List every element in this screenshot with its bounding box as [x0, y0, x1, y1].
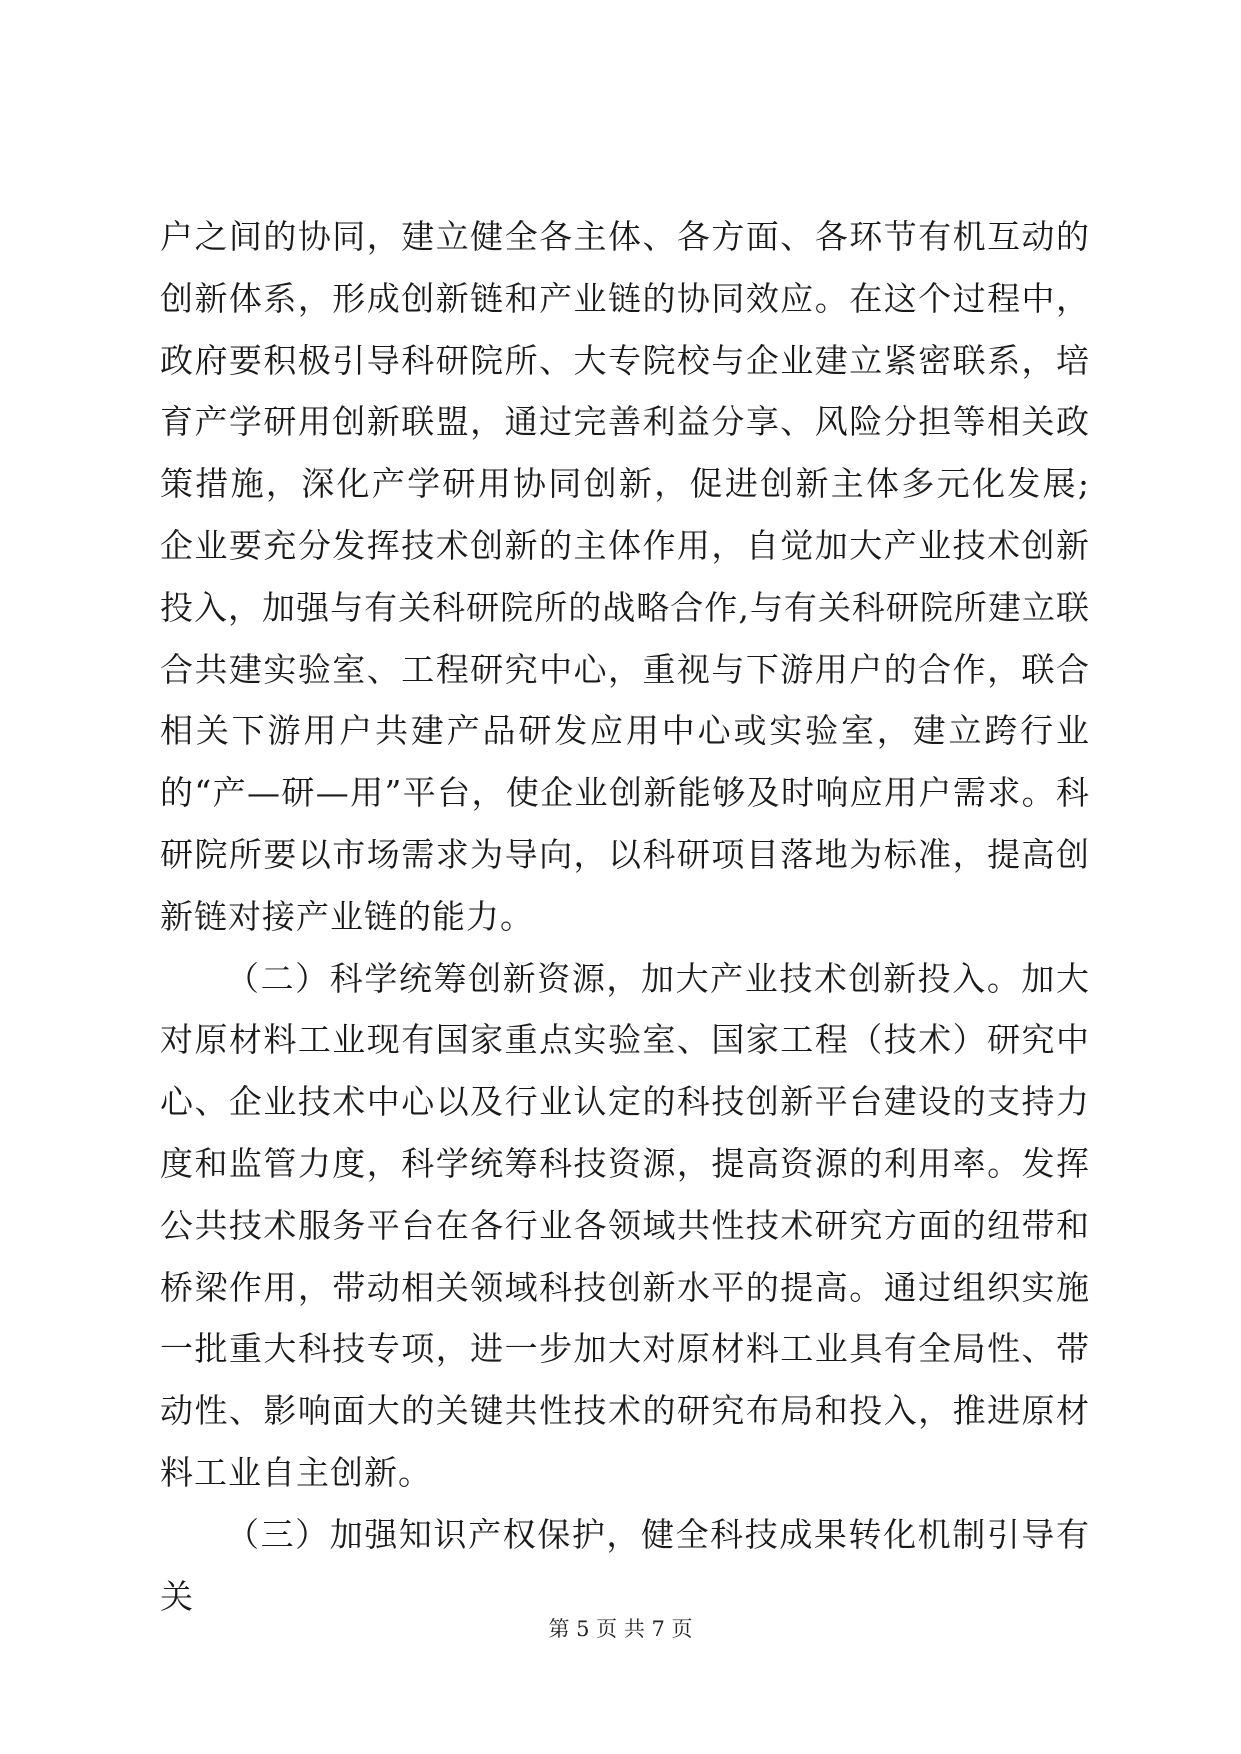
document-body: [160, 206, 1090, 1627]
page-number-footer: 第 5 页 共 7 页: [548, 1617, 693, 1641]
paragraph-section-3: （三）加强知识产权保护，健全科技成果转化机制引导有关: [160, 1514, 1090, 1616]
paragraph-continuation: 户之间的协同，建立健全各主体、各方面、各环节有机互动的创新体系，形成创新链和产业链的协同效应。在这个过程中，政府要积极引导科研院所、大专院校与企业建立紧密联系，培育产学研用创新联盟，通过完善利益分享、风险分担等相关政策措施，深化产学研用协同创新，促进创新主体多元化发展;企业要充分发挥技术创新的主体作用，自觉加大产业技术创新投入，加强与有关科研院所的战略合作,与有关科研院所建立联合共建实验室、工程研究中心，重视与下游用户的合作，联合相关下游用户共建产品研发应用中心或实验室，建立跨行业的“产—研—用”平台，使企业创新能够及时响应用户需求。科研院所要以市场需求为导向，以科研项目落地为标准，提高创新链对接产业链的能力。: [160, 217, 1090, 936]
paragraph-section-2: （二）科学统筹创新资源，加大产业技术创新投入。加大对原材料工业现有国家重点实验室、国家工程（技术）研究中心、企业技术中心以及行业认定的科技创新平台建设的支持力度和监管力度，科学统筹科技资源，提高资源的利用率。发挥公共技术服务平台在各行业各领域共性技术研究方面的纽带和桥梁作用，带动相关领域科技创新水平的提高。通过组织实施一批重大科技专项，进一步加大对原材料工业具有全局性、带动性、影响面大的关键共性技术的研究布局和投入，推进原材料工业自主创新。: [160, 958, 1090, 1492]
